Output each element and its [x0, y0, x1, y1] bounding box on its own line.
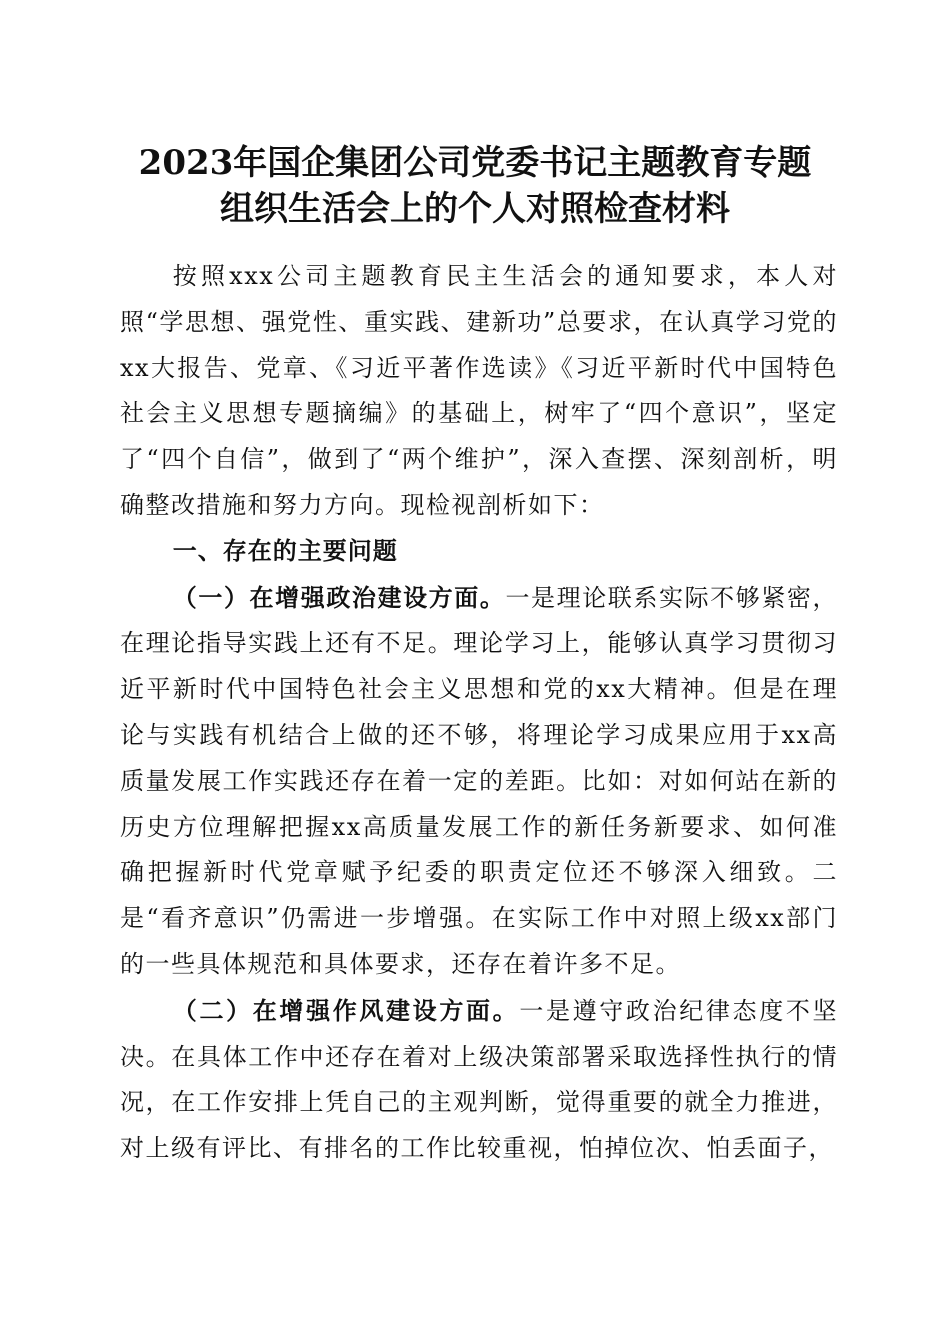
paragraph-text: 一是理论联系实际不够紧密，在理论指导实践上还有不足。理论学习上，能够认真学习贯彻习近平新时代中国特色社会主义思想和党的xx大精神。但是在理论与实践有机结合上做的还不够，将理论学习成果应用于xx高质量发展工作实践还存在着一定的差距。比如：对如何站在新的历史方位理解把握xx高质量发展工作的新任务新要求、如何准确把握新时代党章赋予纪委的职责定位还不够深入细致。二是“看齐意识”仍需进一步增强。在实际工作中对照上级xx部门的一些具体规范和具体要求，还存在着许多不足。 [120, 583, 839, 978]
document-body [120, 254, 838, 1172]
paragraph-lead: （一）在增强政治建设方面。 [172, 582, 506, 612]
paragraph-political [120, 575, 838, 988]
intro-paragraph: 按照xxx公司主题教育民主生活会的通知要求，本人对照“学思想、强党性、重实践、建新功”总要求，在认真学习党的xx大报告、党章、《习近平著作选读》《习近平新时代中国特色社会主义思想专题摘编》的基础上，树牢了“四个意识”，坚定了“四个自信”，做到了“两个维护”，深入查摆、深刻剖析，明确整改措施和努力方向。现检视剖析如下： [120, 262, 838, 519]
paragraph-text: 一是遵守政治纪律态度不坚决。在具体工作中还存在着对上级决策部署采取选择性执行的情况，在工作安排上凭自己的主观判断，觉得重要的就全力推进，对上级有评比、有排名的工作比较重视，怕掉位次、怕丢面子， [120, 996, 839, 1163]
paragraph-style [120, 988, 838, 1172]
document-title [100, 140, 850, 232]
paragraph-lead: （二）在增强作风建设方面。 [172, 995, 520, 1025]
title-line-2: 组织生活会上的个人对照检查材料 [220, 189, 730, 229]
title-line-1: 2023年国企集团公司党委书记主题教育专题 [138, 143, 812, 183]
section-heading: 一、存在的主要问题 [172, 536, 398, 565]
